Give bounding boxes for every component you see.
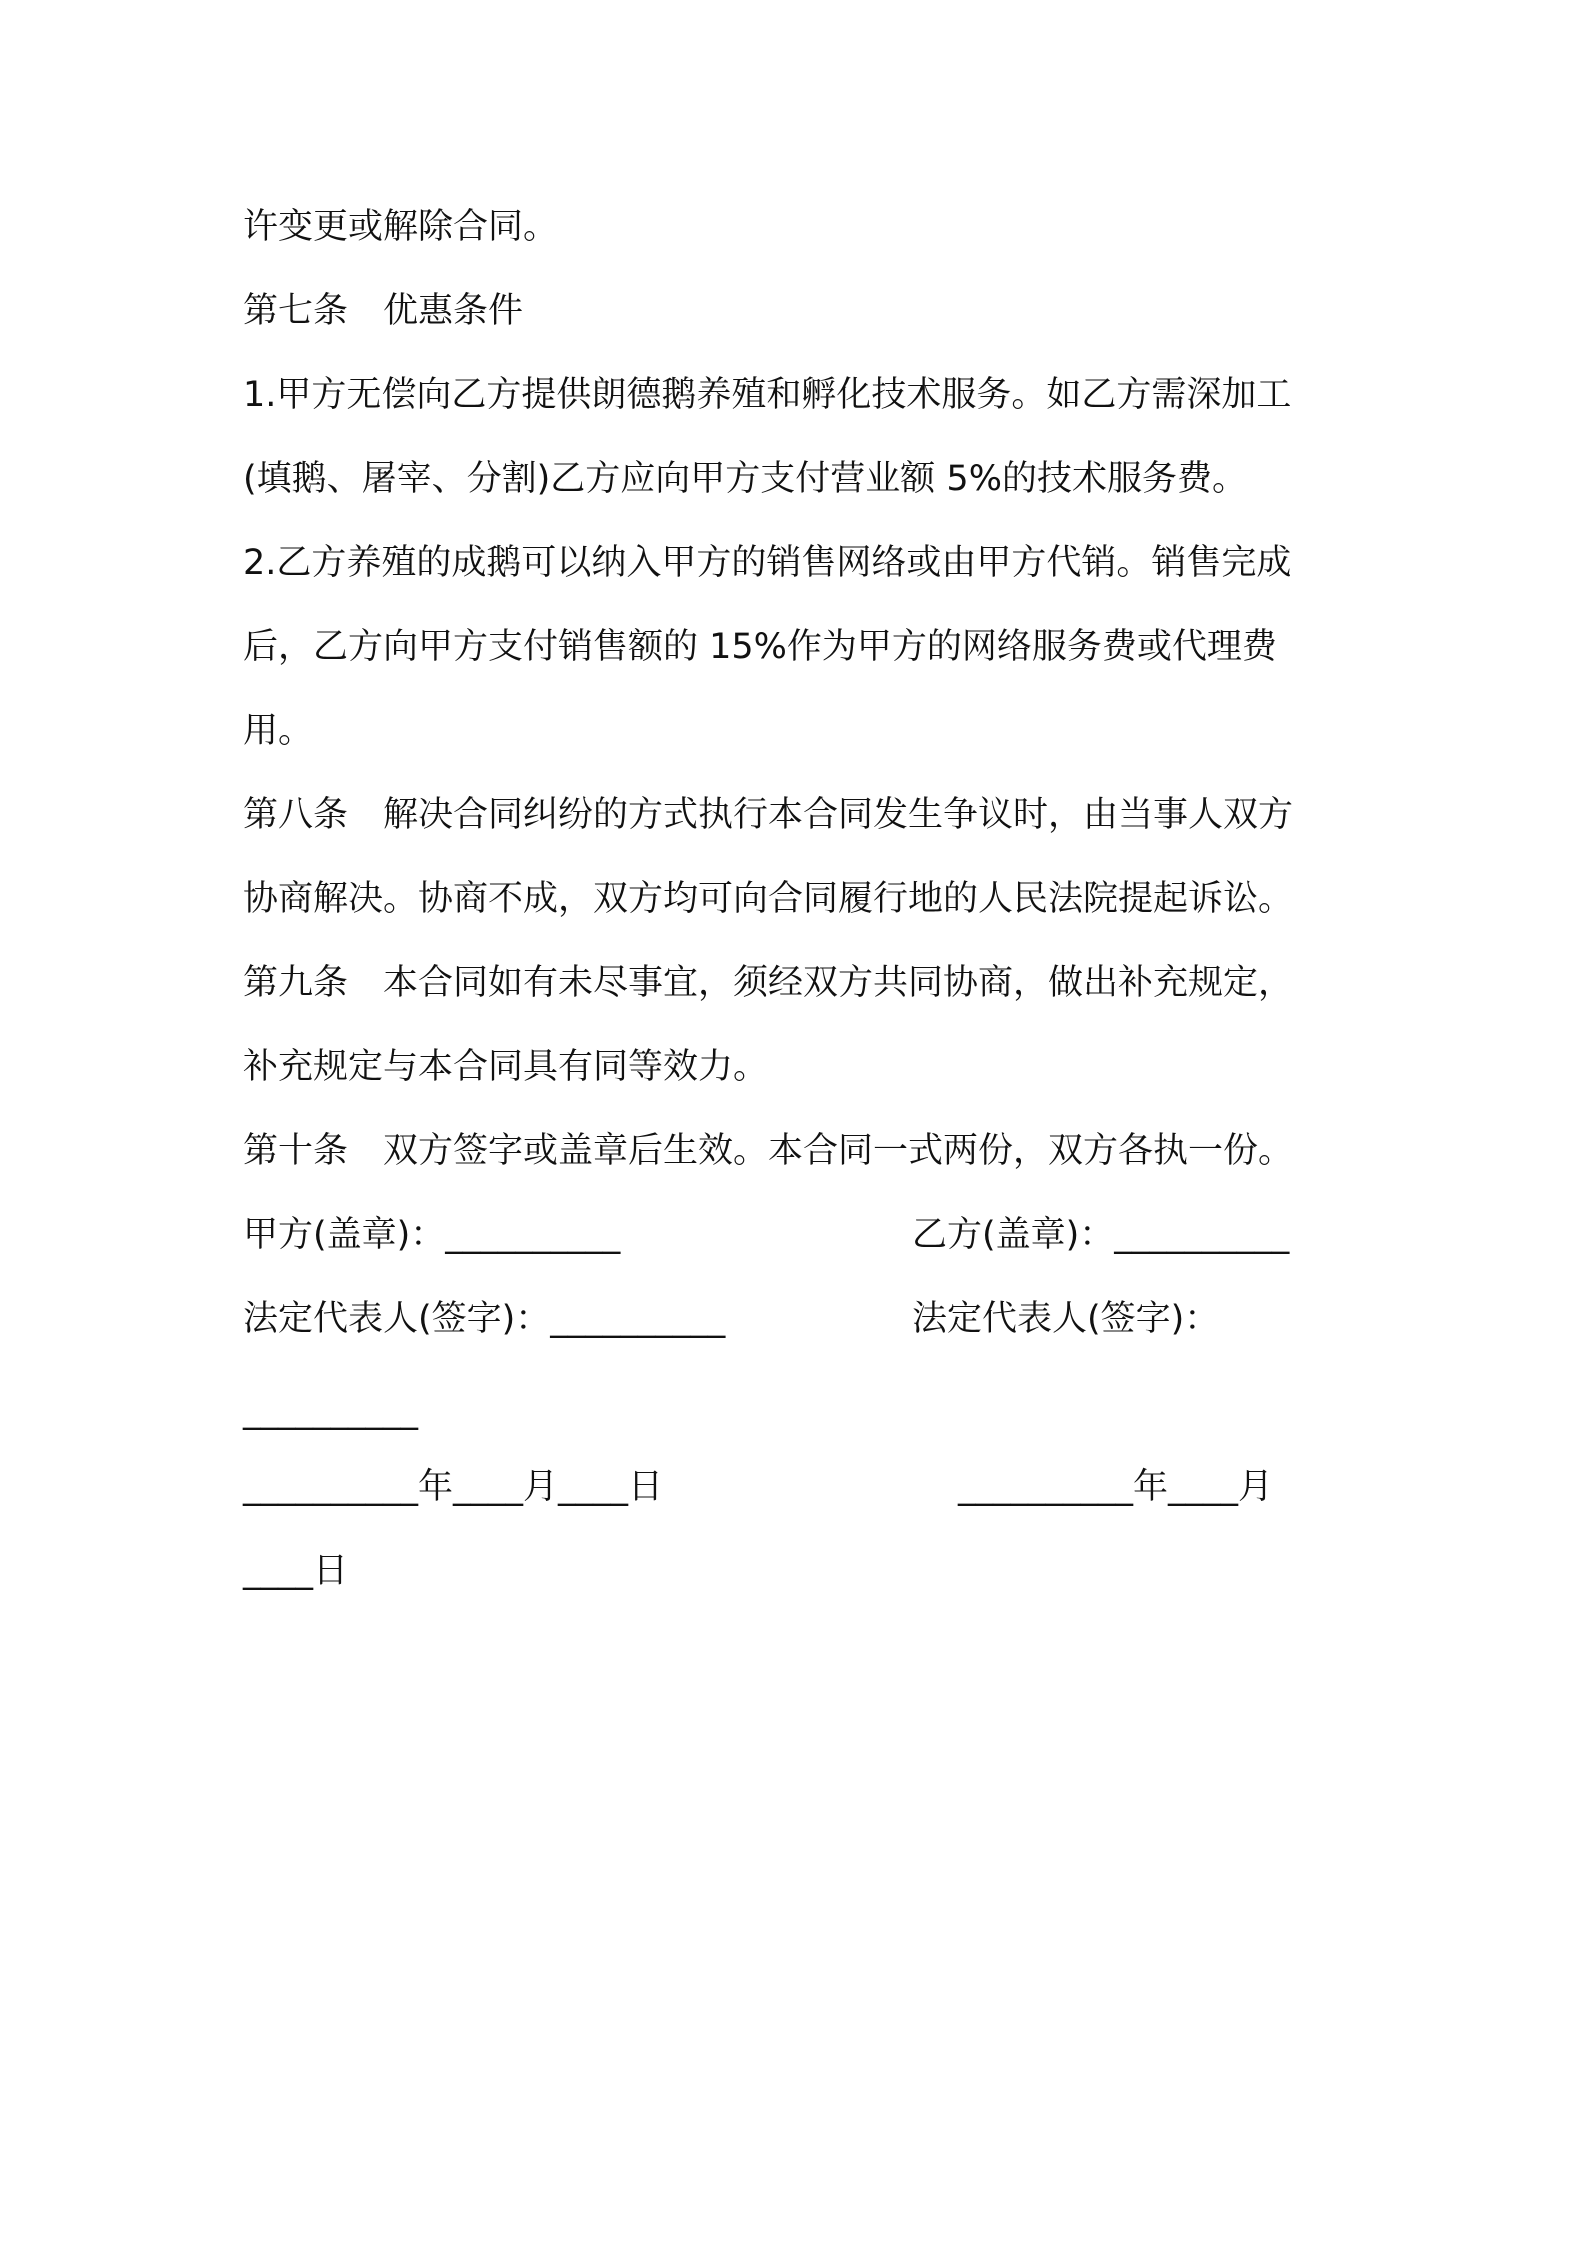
party-b-representative-blank: __________ xyxy=(243,1391,418,1431)
text-line-6: 后，乙方向甲方支付销售额的 15%作为甲方的网络服务费或代理费 xyxy=(243,627,1277,667)
article-10-line: 第十条 双方签字或盖章后生效。本合同一式两份，双方各执一份。 xyxy=(243,1131,1294,1171)
article-8-line-2: 协商解决。协商不成，双方均可向合同履行地的人民法院提起诉讼。 xyxy=(243,879,1294,919)
party-b-date-field: __________年____月 xyxy=(958,1467,1274,1507)
party-a-date-field: __________年____月____日 xyxy=(243,1467,664,1507)
text-line-4: (填鹅、屠宰、分割)乙方应向甲方支付营业额 5%的技术服务费。 xyxy=(243,459,1247,499)
party-b-seal-field: 乙方(盖章)：__________ xyxy=(912,1215,1290,1255)
text-line-3: 1.甲方无偿向乙方提供朗德鹅养殖和孵化技术服务。如乙方需深加工 xyxy=(243,375,1292,415)
article-7-heading: 第七条 优惠条件 xyxy=(243,291,524,331)
text-line-5: 2.乙方养殖的成鹅可以纳入甲方的销售网络或由甲方代销。销售完成 xyxy=(243,543,1292,583)
article-9-line-1: 第九条 本合同如有未尽事宜，须经双方共同协商，做出补充规定， xyxy=(243,963,1294,1003)
article-9-line-2: 补充规定与本合同具有同等效力。 xyxy=(243,1047,769,1087)
text-line-7: 用。 xyxy=(243,711,314,751)
party-a-representative-field: 法定代表人(签字)：__________ xyxy=(243,1299,726,1339)
party-b-date-day: ____日 xyxy=(243,1551,349,1591)
party-a-seal-field: 甲方(盖章)：__________ xyxy=(243,1215,621,1255)
article-8-line-1: 第八条 解决合同纠纷的方式执行本合同发生争议时，由当事人双方 xyxy=(243,795,1294,835)
party-b-representative-field: 法定代表人(签字)： xyxy=(912,1299,1220,1339)
text-line-1: 许变更或解除合同。 xyxy=(243,207,559,247)
